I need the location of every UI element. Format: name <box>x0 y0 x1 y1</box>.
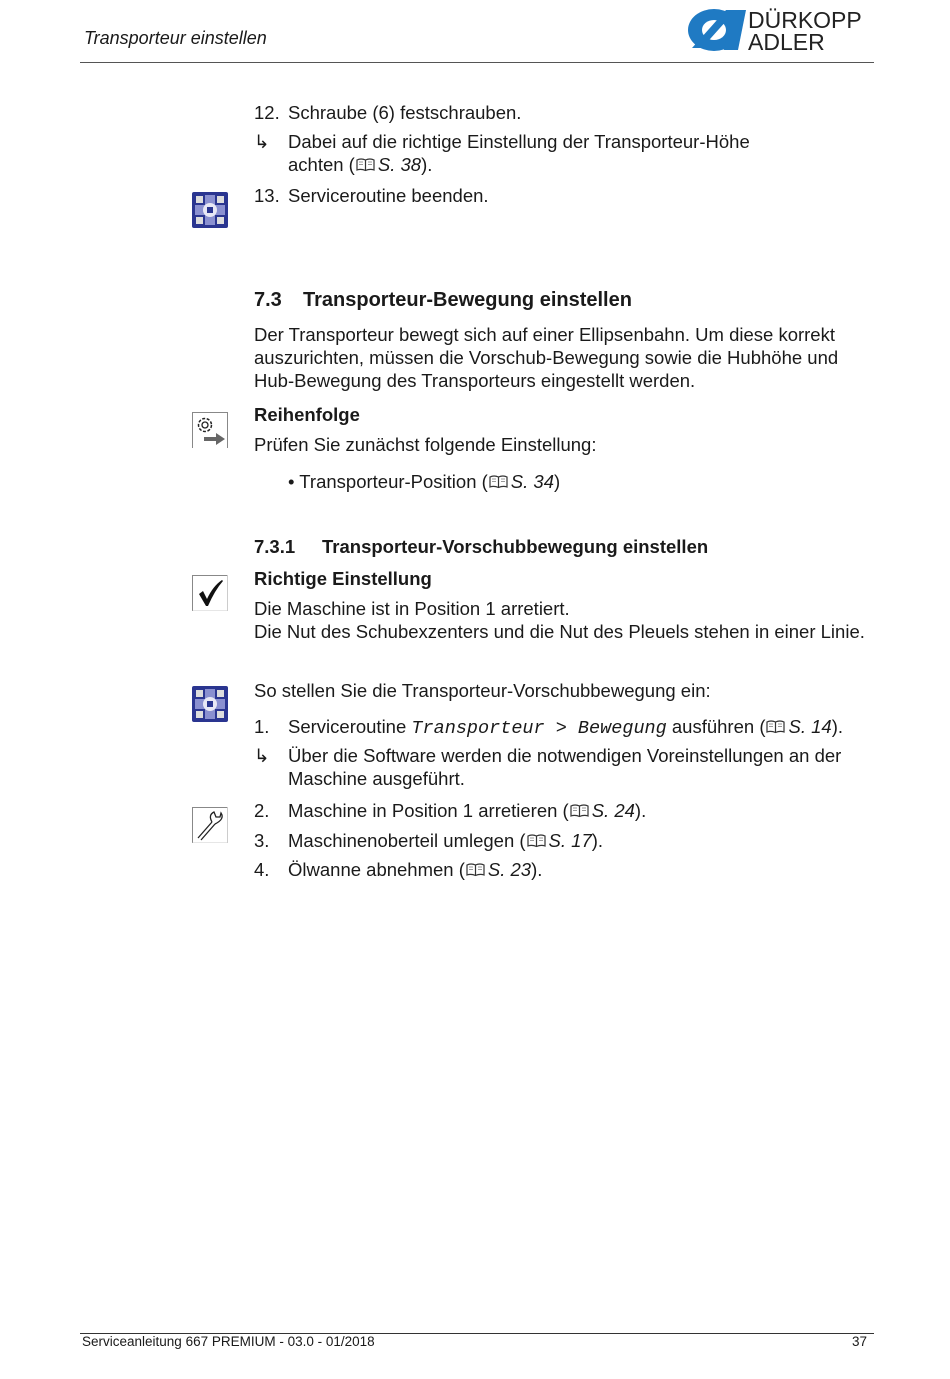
book-icon <box>766 720 785 734</box>
order-text: Prüfen Sie zunächst folgende Einstellung: <box>254 434 597 455</box>
book-icon <box>527 834 546 848</box>
step-3 <box>254 829 603 852</box>
page-reference-link[interactable]: S. 34 <box>510 471 554 492</box>
step-12 <box>254 101 521 124</box>
step-text: Schraube (6) festschrauben. <box>288 102 522 123</box>
intro-line: auszurichten, müssen die Vorschub-Bewegung sowie die Hubhöhe und <box>254 347 839 368</box>
page-reference-link[interactable]: S. 23 <box>487 859 532 880</box>
section-intro <box>254 323 838 392</box>
section-title: Transporteur-Bewegung einstellen <box>303 289 632 311</box>
order-bullet: • Transporteur-Position ( S. 34) <box>288 471 561 492</box>
result-arrow-icon: ↳ <box>254 745 270 766</box>
intro-line: Hub-Bewegung des Transporteurs eingestellt werden. <box>254 370 696 391</box>
step-text: Serviceroutine <box>288 716 412 737</box>
punct: ). <box>531 859 543 880</box>
subsection-title: Transporteur-Vorschubbewegung einstellen <box>322 536 709 557</box>
service-routine-icon <box>192 192 228 228</box>
punct: ). <box>831 716 843 737</box>
subsection-heading <box>254 536 708 558</box>
text-line: Die Maschine ist in Position 1 arretiert. <box>254 598 570 619</box>
durkopp-adler-logo <box>686 6 876 61</box>
footer-document-info: Serviceanleitung 667 PREMIUM - 03.0 - 01/2018 <box>82 1334 375 1349</box>
step-text: Maschine in Position 1 arretieren ( <box>288 800 569 821</box>
book-icon <box>570 804 589 818</box>
step-number: 2. <box>254 800 270 821</box>
step-2 <box>254 799 646 822</box>
result-step-1 <box>254 744 841 790</box>
step-text: ausführen ( <box>666 716 766 737</box>
step-number: 13. <box>254 185 280 206</box>
step-text: Maschinenoberteil umlegen ( <box>288 830 526 851</box>
step-text: Serviceroutine beenden. <box>288 185 489 206</box>
footer-page-number: 37 <box>852 1334 868 1349</box>
section-number: 7.3 <box>254 289 282 311</box>
header-rule <box>80 62 874 63</box>
step-4 <box>254 858 542 881</box>
step-number: 4. <box>254 859 270 880</box>
result-text: Dabei auf die richtige Einstellung der Transporteur-Höhe <box>288 131 750 152</box>
text-line: Die Nut des Schubexzenters und die Nut des Pleuels stehen in einer Linie. <box>254 621 865 642</box>
header-title: Transporteur einstellen <box>84 28 267 48</box>
svg-text:DÜRKOPP: DÜRKOPP <box>748 7 862 33</box>
book-icon <box>356 158 375 172</box>
punct: ) <box>554 471 561 492</box>
step-1 <box>254 715 843 740</box>
result-arrow-icon: ↳ <box>254 131 270 152</box>
correct-setting-text <box>254 597 865 643</box>
result-step-12 <box>254 130 750 176</box>
section-heading <box>254 289 632 312</box>
step-number: 1. <box>254 716 270 737</box>
step-text: Ölwanne abnehmen ( <box>288 859 465 880</box>
service-routine-icon <box>192 686 228 722</box>
menu-path: Transporteur > Bewegung <box>411 718 667 739</box>
subsection-number: 7.3.1 <box>254 536 296 557</box>
order-heading: Reihenfolge <box>254 404 360 425</box>
result-text: Über die Software werden die notwendigen Voreinstellungen an der <box>288 745 842 766</box>
result-text: achten ( <box>288 154 355 175</box>
page-reference-link[interactable]: S. 24 <box>591 800 635 821</box>
bullet-text: Transporteur-Position ( <box>299 471 488 492</box>
intro-line: Der Transporteur bewegt sich auf einer Ellipsenbahn. Um diese korrekt <box>254 324 835 345</box>
step-number: 3. <box>254 830 270 851</box>
result-text: Maschine ausgeführt. <box>288 768 465 789</box>
step-number: 12. <box>254 102 280 123</box>
svg-text:ADLER: ADLER <box>748 29 825 55</box>
procedure-intro: So stellen Sie die Transporteur-Vorschubbewegung ein: <box>254 680 711 701</box>
book-icon <box>489 475 508 489</box>
step-13 <box>254 184 489 207</box>
book-icon <box>466 863 485 877</box>
page-reference-link[interactable]: S. 38 <box>377 154 422 175</box>
checkmark-icon <box>192 575 228 611</box>
page-reference-link[interactable]: S. 14 <box>788 716 832 737</box>
sequence-gear-arrow-icon <box>192 412 228 448</box>
punct: ). <box>421 154 433 175</box>
correct-setting-heading: Richtige Einstellung <box>254 568 432 589</box>
page-reference-link[interactable]: S. 17 <box>548 830 592 851</box>
punct: ). <box>591 830 604 851</box>
wrench-icon <box>192 807 228 843</box>
punct: ). <box>634 800 647 821</box>
